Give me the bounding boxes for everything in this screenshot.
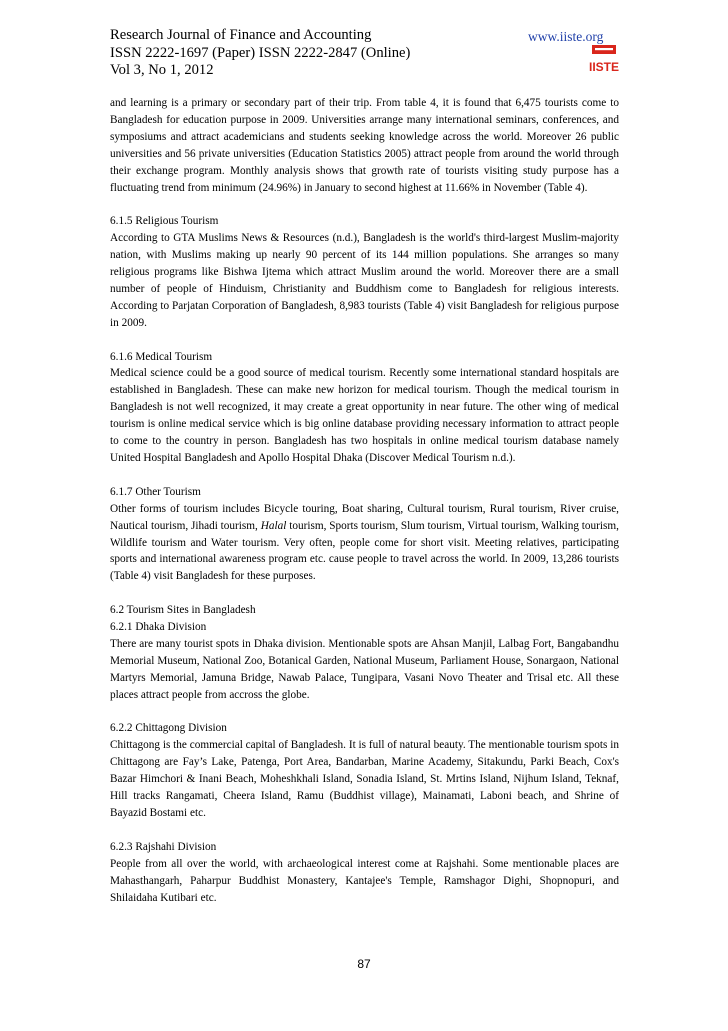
heading-medical-tourism: 6.1.6 Medical Tourism: [110, 350, 213, 363]
heading-other-tourism: 6.1.7 Other Tourism: [110, 485, 201, 498]
volume-line: Vol 3, No 1, 2012: [110, 62, 214, 78]
other-tourism-text-part2: tourism, Sports tourism, Slum tourism, Virtual tourism, Walking tourism, Wildlife tourism and Water tourism. Very often, people come for short visit. Meeting relatives, participating sports and international awareness program etc. cause people to travel across the world. In 2009, 13,286 tourists (Table 4) visit Bangladesh for these purposes.: [110, 519, 619, 583]
journal-website-link[interactable]: www.iiste.org: [528, 29, 604, 44]
logo-text: IISTE: [589, 60, 619, 74]
heading-tourism-sites: 6.2 Tourism Sites in Bangladesh: [110, 604, 256, 617]
paragraph-chittagong-division: Chittagong is the commercial capital of Bangladesh. It is full of natural beauty. The mentionable tourism spots in Chittagong are Fay’s Lake, Patenga, Port Area, Bandarban, Marine Academy, Sitakundu, Parki Beach, Cox's Bazar Himchori & Inani Beach, Moheshkhali Island, Sonadia Island, St. Mrtins Island, Nijhum Island, Teknaf, Hill tracks Rangamati, Cheera Island, Ramu (Buddhist village), Mainamati, Laboni beach, and Shrine of Bayazid Bostami etc.: [110, 739, 619, 819]
paragraph-religious-tourism: According to GTA Muslims News & Resources (n.d.), Bangladesh is the world's third-largest Muslim-majority nation, with Muslims making up nearly 90 percent of its 144 million populations. She arranges so many religious programs like Bishwa Ijtema which attract Muslim around the world. Moreover there are a small number of people of Hinduism, Christianity and Buddhism come to Bangladesh for religious interests. According to Parjatan Corporation of Bangladesh, 8,983 tourists (Table 4) visit Bangladesh for religious purpose in 2009.: [110, 232, 619, 329]
paragraph-rajshahi-division: People from all over the world, with archaeological interest come at Rajshahi. Some mentionable places are Mahasthangarh, Paharpur Buddhist Monastery, Kantajee's Temple, Ramshagor Dighi, Shopnopuri, and Shilaidaha Kutibari etc.: [110, 857, 619, 904]
iiste-logo-icon: [589, 44, 619, 76]
halal-italic: Halal: [260, 519, 287, 532]
heading-chittagong-division: 6.2.2 Chittagong Division: [110, 722, 227, 735]
issn-line: ISSN 2222-1697 (Paper) ISSN 2222-2847 (Online): [110, 44, 411, 61]
other-tourism-text-part1: Other forms of tourism includes Bicycle touring, Boat sharing, Cultural tourism, Rural tourism, River cruise, Nautical tourism, Jihadi tourism,: [110, 502, 619, 532]
heading-dhaka-division: 6.2.1 Dhaka Division: [110, 621, 207, 634]
heading-religious-tourism: 6.1.5 Religious Tourism: [110, 215, 219, 228]
journal-title: Research Journal of Finance and Accounting: [110, 27, 372, 43]
paragraph-dhaka-division: There are many tourist spots in Dhaka division. Mentionable spots are Ahsan Manjil, Lalbag Fort, Bangabandhu Memorial Museum, National Zoo, Botanical Garden, National Museum, Parliament House, Sonargaon, National Martyrs Memorial, Jamuna Bridge, Nawab Palace, Tungipara, Vasani Novo Theater and Trisal etc. All these places attract people from accross the globe.: [110, 637, 619, 701]
page-number: 87: [357, 957, 371, 971]
heading-rajshahi-division: 6.2.3 Rajshahi Division: [110, 840, 217, 853]
paragraph-medical-tourism: Medical science could be a good source of medical tourism. Recently some international standard hospitals are established in Bangladesh. These can make new horizon for medical tourism. Though the medical tourism in Bangladesh is not well recognized, it may create a great opportunity in near future. The other wing of medical tourism is online medical service which is big online database providing necessary information to attract people to come to the country in person. Bangladesh has two hospitals in online medical tourism database namely United Hospital Bangladesh and Apollo Hospital Dhaka (Discover Medical Tourism n.d.).: [110, 367, 619, 464]
paragraph-other-tourism: [110, 501, 619, 586]
paragraph-education-continued: and learning is a primary or secondary part of their trip. From table 4, it is found that 6,475 tourists come to Bangladesh for education purpose in 2009. Universities arrange many international seminars, conferences, and symposiums and attract academicians and students seeking knowledge across the world. Moreover 26 public universities and 56 private universities (Education Statistics 2005) attract people from around the world through their exchange program. Monthly analysis shows that growth rate of tourists visiting study purpose has a fluctuating trend from minimum (24.96%) in January to second highest at 11.66% in November (Table 4).: [110, 97, 619, 194]
article-body: [110, 95, 619, 906]
